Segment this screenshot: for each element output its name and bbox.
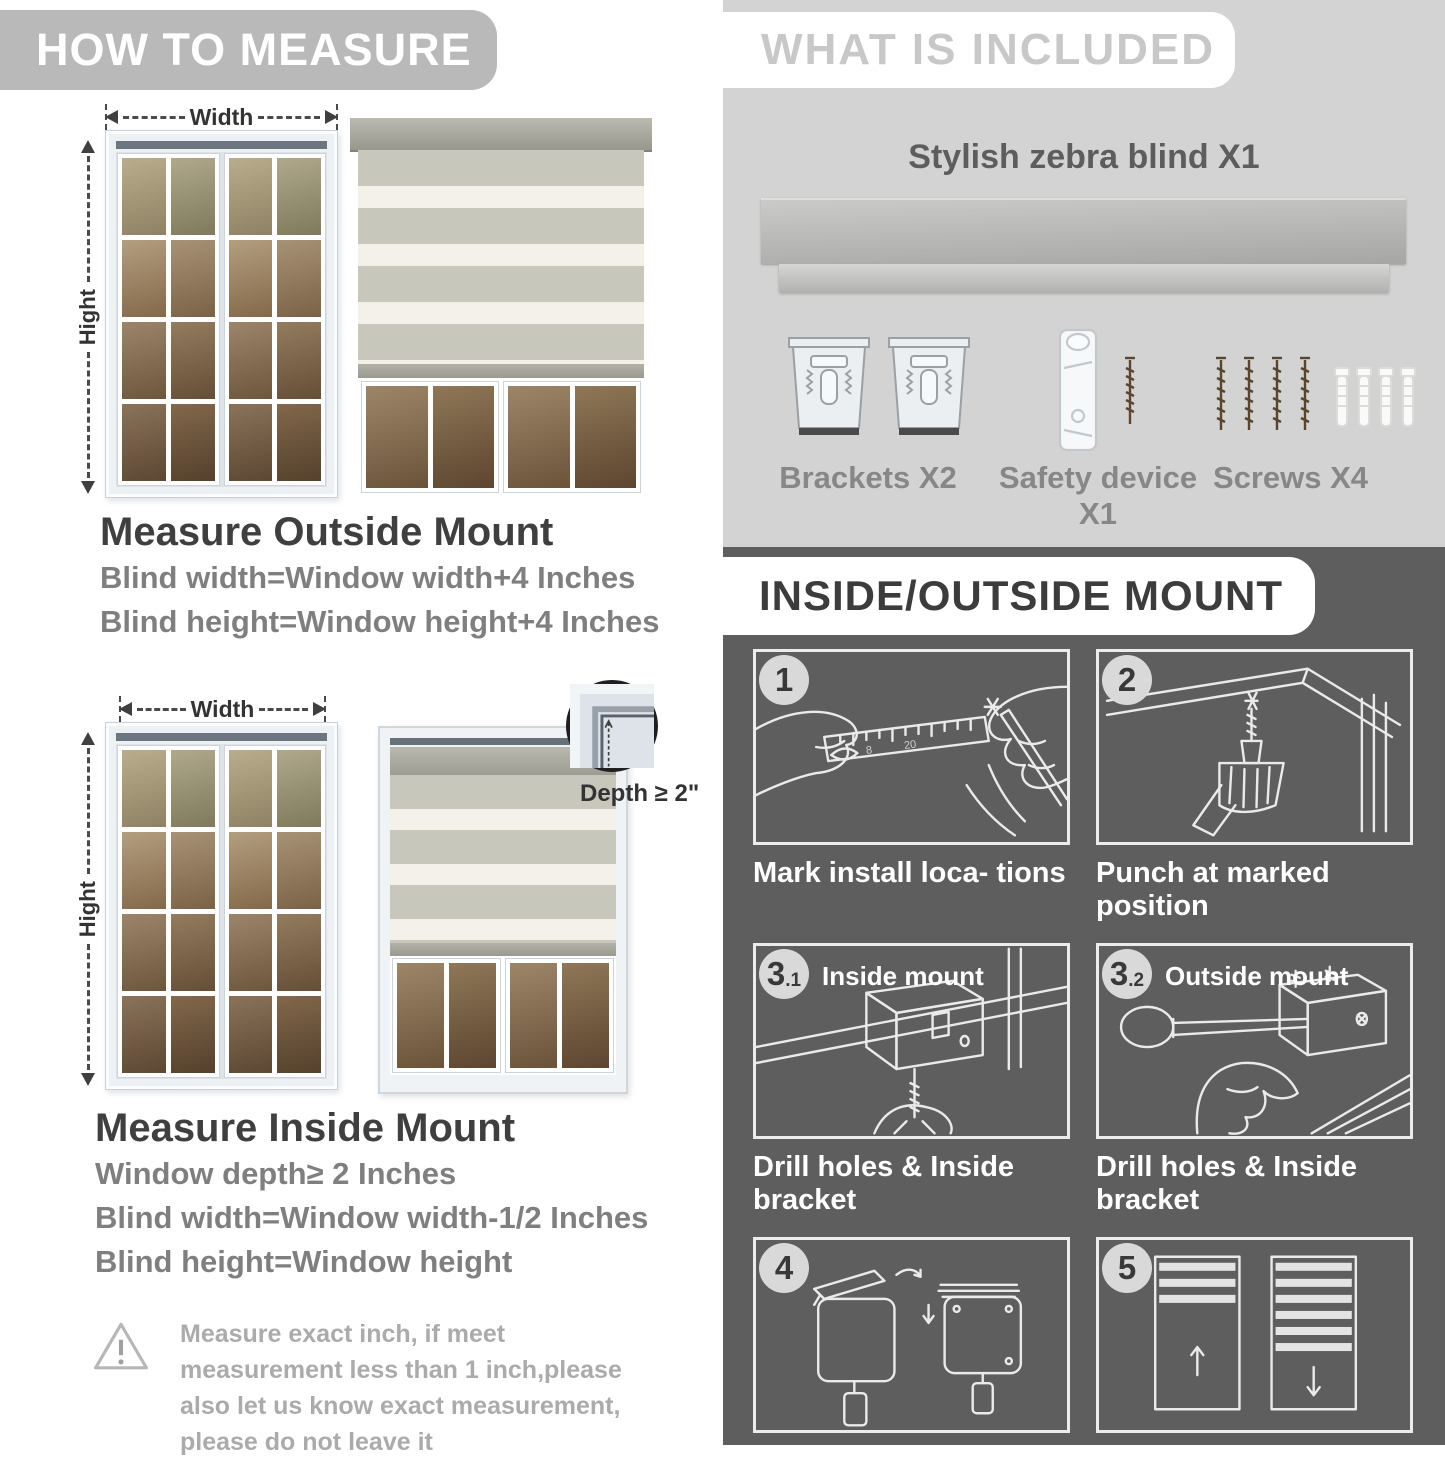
- step-3-1-card: [753, 943, 1070, 1139]
- outside-mount-window-illustration: [75, 104, 340, 498]
- zebra-stripes: [358, 150, 644, 364]
- step-5-card: [1096, 1237, 1413, 1433]
- inside-mount-depth-rule: Window depth≥ 2 Inches: [95, 1156, 457, 1191]
- step-3-2-inner-label: Outside mount: [1165, 961, 1349, 991]
- measurement-note-text: Measure exact inch, if meet measurement less than 1 inch,please also let us know exact measurement, please do not leave it: [180, 1320, 622, 1456]
- step-1-caption: Mark install loca- tions: [753, 857, 1066, 889]
- brackets-label: Brackets X2: [779, 460, 957, 495]
- depth-label: Depth ≥ 2": [580, 780, 700, 807]
- brackets-image: [781, 330, 971, 448]
- width-arrow: [105, 103, 338, 130]
- safety-device-image: [1048, 326, 1168, 454]
- arrow-right-icon: [325, 110, 338, 124]
- arrow-right-icon: [313, 702, 326, 716]
- how-to-measure-section: [0, 0, 700, 1456]
- step-3-1-caption: Drill holes & Inside bracket: [753, 1151, 1015, 1216]
- step-number-badge: 5: [1102, 1243, 1152, 1293]
- step-1-card: [753, 649, 1070, 845]
- height-arrow: [77, 140, 99, 494]
- step-number-badge: 3 .2: [1102, 949, 1152, 999]
- step-5: [1096, 1237, 1413, 1478]
- width-label: Width: [189, 103, 254, 130]
- blind-bottom-rail: [390, 943, 616, 956]
- width-arrow: [119, 695, 326, 722]
- step-number-badge: 1: [759, 655, 809, 705]
- inside-mount-formula-width: Blind width=Window width-1/2 Inches: [95, 1200, 649, 1235]
- how-to-measure-banner: [0, 10, 497, 90]
- height-arrow: [77, 732, 99, 1086]
- inside-mount-formula-height: Blind height=Window height: [95, 1244, 513, 1279]
- arrow-left-icon: [119, 702, 132, 716]
- outside-mount-formula-height: Blind height=Window height+4 Inches: [100, 604, 660, 639]
- step-number-badge: 2: [1102, 655, 1152, 705]
- arrow-down-icon: [81, 1073, 95, 1086]
- arrow-left-icon: [105, 110, 118, 124]
- outside-mount-title: Measure Outside Mount: [100, 510, 554, 554]
- window-casement: [118, 154, 219, 485]
- inside-mount-title: Measure Inside Mount: [95, 1106, 516, 1150]
- arrow-down-icon: [81, 481, 95, 494]
- height-label: Hight: [75, 288, 100, 346]
- blind-headrail: [350, 118, 652, 150]
- depth-magnifier-icon: [566, 680, 658, 772]
- step-4-card: [753, 1237, 1070, 1433]
- window-photo: [105, 722, 338, 1090]
- inside-outside-mount-section: [723, 547, 1445, 1477]
- step-2: [1096, 649, 1413, 923]
- step-number-badge: 4: [759, 1243, 809, 1293]
- window-photo: [105, 130, 338, 498]
- step-3-1-inner-label: Inside mount: [822, 961, 984, 991]
- what-is-included-banner: [723, 12, 1235, 88]
- screws-image: [1211, 352, 1423, 444]
- window-casement: [225, 746, 326, 1077]
- inside-mount-window-illustration: [75, 696, 340, 1090]
- what-is-included-section: [723, 0, 1445, 547]
- step-3-2-caption: Drill holes & Inside bracket: [1096, 1151, 1358, 1216]
- headrail-lip-image: [779, 264, 1389, 292]
- arrow-up-icon: [81, 140, 95, 153]
- step-5-caption: Finish: [1096, 1445, 1182, 1477]
- step-3-2: [1096, 943, 1413, 1217]
- step-2-caption: Punch at marked position: [1096, 857, 1330, 922]
- what-is-included-title: WHAT IS INCLUDED: [761, 25, 1216, 74]
- width-label: Width: [190, 695, 255, 722]
- svg-text:20: 20: [903, 738, 918, 752]
- step-number-badge: 3 .1: [759, 949, 809, 999]
- window-corner-detail: [570, 684, 654, 768]
- blind-bottom-rail: [358, 364, 644, 378]
- zebra-blind-item-label: Stylish zebra blind X1: [908, 138, 1260, 176]
- svg-text:8: 8: [865, 744, 873, 758]
- inside-outside-mount-banner: [723, 557, 1315, 635]
- inside-outside-mount-title: INSIDE/OUTSIDE MOUNT: [759, 572, 1284, 619]
- right-section: [723, 0, 1445, 1477]
- window-casement: [118, 746, 219, 1077]
- arrow-up-icon: [81, 732, 95, 745]
- headrail-image: [761, 198, 1406, 264]
- step-4-caption: Install the blind: [753, 1445, 966, 1477]
- height-label: Hight: [75, 880, 100, 938]
- install-steps-grid: [753, 649, 1413, 1478]
- step-3-2-card: [1096, 943, 1413, 1139]
- warning-triangle-icon: [92, 1316, 150, 1378]
- step-2-card: [1096, 649, 1413, 845]
- how-to-measure-title: HOW TO MEASURE: [36, 24, 472, 75]
- window-casement: [225, 154, 326, 485]
- zebra-blind-outside-illustration: [358, 118, 644, 496]
- safety-device-label: Safety device X1: [998, 460, 1198, 531]
- step-1: [753, 649, 1070, 923]
- screws-label: Screws X4: [1212, 460, 1369, 495]
- measurement-note: [92, 1316, 635, 1460]
- step-3-1: [753, 943, 1070, 1217]
- outside-mount-formula-width: Blind width=Window width+4 Inches: [100, 560, 636, 595]
- step-4: [753, 1237, 1070, 1478]
